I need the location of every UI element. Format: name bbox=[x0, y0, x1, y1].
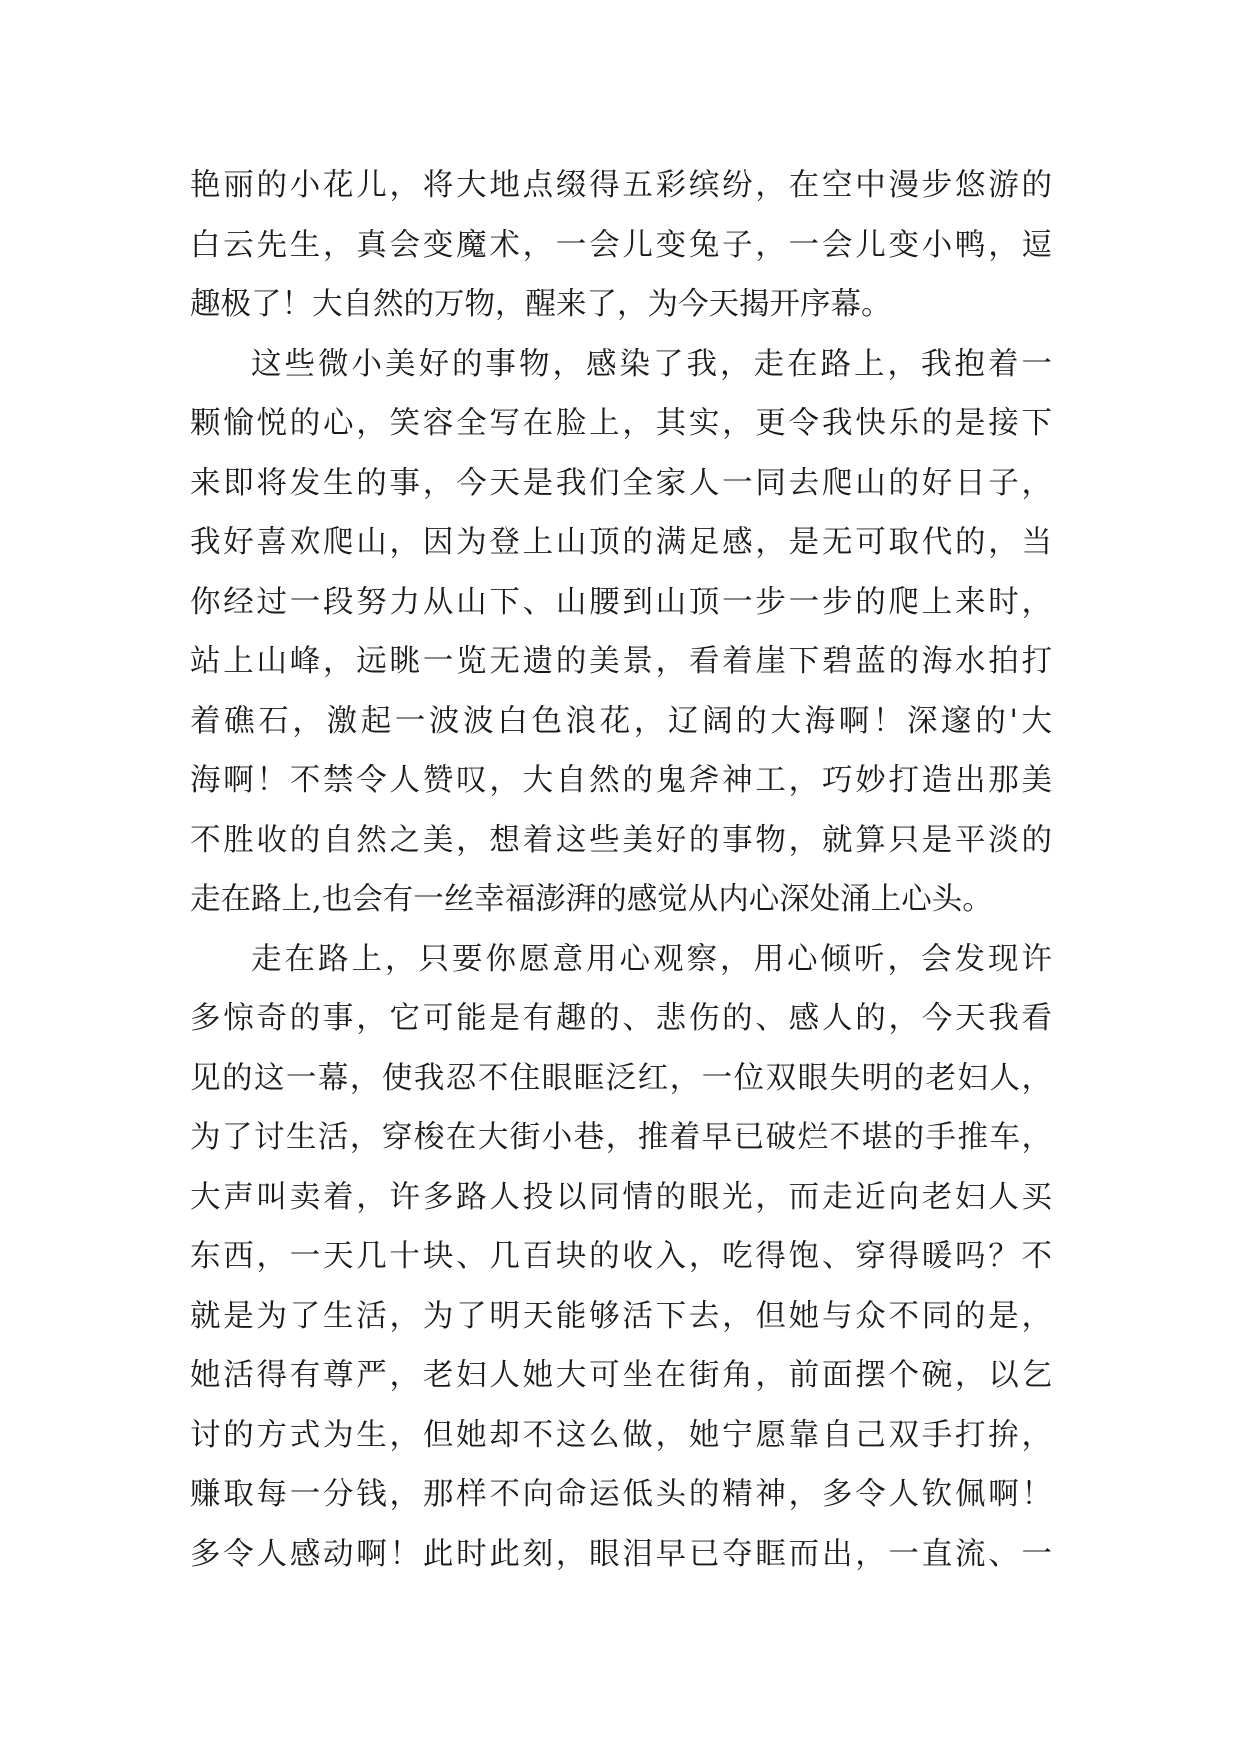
text-line: 见的这一幕，使我忍不住眼眶泛红，一位双眼失明的老妇人， bbox=[190, 1060, 1052, 1096]
text-line: 你经过一段努力从山下、山腰到山顶一步一步的爬上来时， bbox=[190, 584, 1052, 620]
body-text bbox=[190, 156, 1052, 1584]
text-line: 东西，一天几十块、几百块的收入，吃得饱、穿得暖吗？不 bbox=[190, 1239, 1052, 1274]
text-line: 趣极了！大自然的万物，醒来了，为今天揭开序幕。 bbox=[190, 287, 892, 322]
text-line: 走在路上，只要你愿意用心观察，用心倾听，会发现许 bbox=[251, 941, 1052, 977]
text-line: 颗愉悦的心，笑容全写在脸上，其实，更令我快乐的是接下 bbox=[190, 406, 1052, 441]
text-line: 赚取每一分钱，那样不向命运低头的精神，多令人钦佩啊！ bbox=[190, 1477, 1052, 1512]
paragraph-2 bbox=[190, 335, 1052, 930]
text-line: 走在路上,也会有一丝幸福澎湃的感觉从内心深处涌上心头。 bbox=[190, 882, 993, 917]
text-line: 大声叫卖着，许多路人投以同情的眼光，而走近向老妇人买 bbox=[190, 1179, 1052, 1215]
text-line: 站上山峰，远眺一览无遗的美景，看着崖下碧蓝的海水拍打 bbox=[190, 644, 1052, 679]
text-line: 不胜收的自然之美，想着这些美好的事物，就算只是平淡的 bbox=[190, 822, 1052, 858]
text-line: 这些微小美好的事物，感染了我，走在路上，我抱着一 bbox=[251, 346, 1052, 382]
text-line: 来即将发生的事，今天是我们全家人一同去爬山的好日子， bbox=[190, 465, 1052, 501]
text-line: 我好喜欢爬山，因为登上山顶的满足感，是无可取代的，当 bbox=[190, 525, 1052, 560]
text-line: 着礁石，激起一波波白色浪花，辽阔的大海啊！深邃的'大 bbox=[190, 703, 1052, 739]
text-line: 多令人感动啊！此时此刻，眼泪早已夺眶而出，一直流、一 bbox=[190, 1536, 1052, 1572]
text-line: 艳丽的小花儿，将大地点缀得五彩缤纷，在空中漫步悠游的 bbox=[190, 168, 1052, 203]
text-line: 讨的方式为生，但她却不这么做，她宁愿靠自己双手打拚， bbox=[190, 1417, 1052, 1453]
text-line: 为了讨生活，穿梭在大街小巷，推着早已破烂不堪的手推车， bbox=[190, 1120, 1052, 1155]
paragraph-1 bbox=[190, 156, 1052, 335]
text-line: 多惊奇的事，它可能是有趣的、悲伤的、感人的，今天我看 bbox=[190, 1001, 1052, 1036]
paragraph-3 bbox=[190, 930, 1052, 1585]
text-line: 海啊！不禁令人赞叹，大自然的鬼斧神工，巧妙打造出那美 bbox=[190, 763, 1052, 798]
text-line: 白云先生，真会变魔术，一会儿变兔子，一会儿变小鸭，逗 bbox=[190, 227, 1052, 263]
text-line: 就是为了生活，为了明天能够活下去，但她与众不同的是， bbox=[190, 1298, 1052, 1334]
text-line: 她活得有尊严，老妇人她大可坐在街角，前面摆个碗，以乞 bbox=[190, 1358, 1052, 1393]
